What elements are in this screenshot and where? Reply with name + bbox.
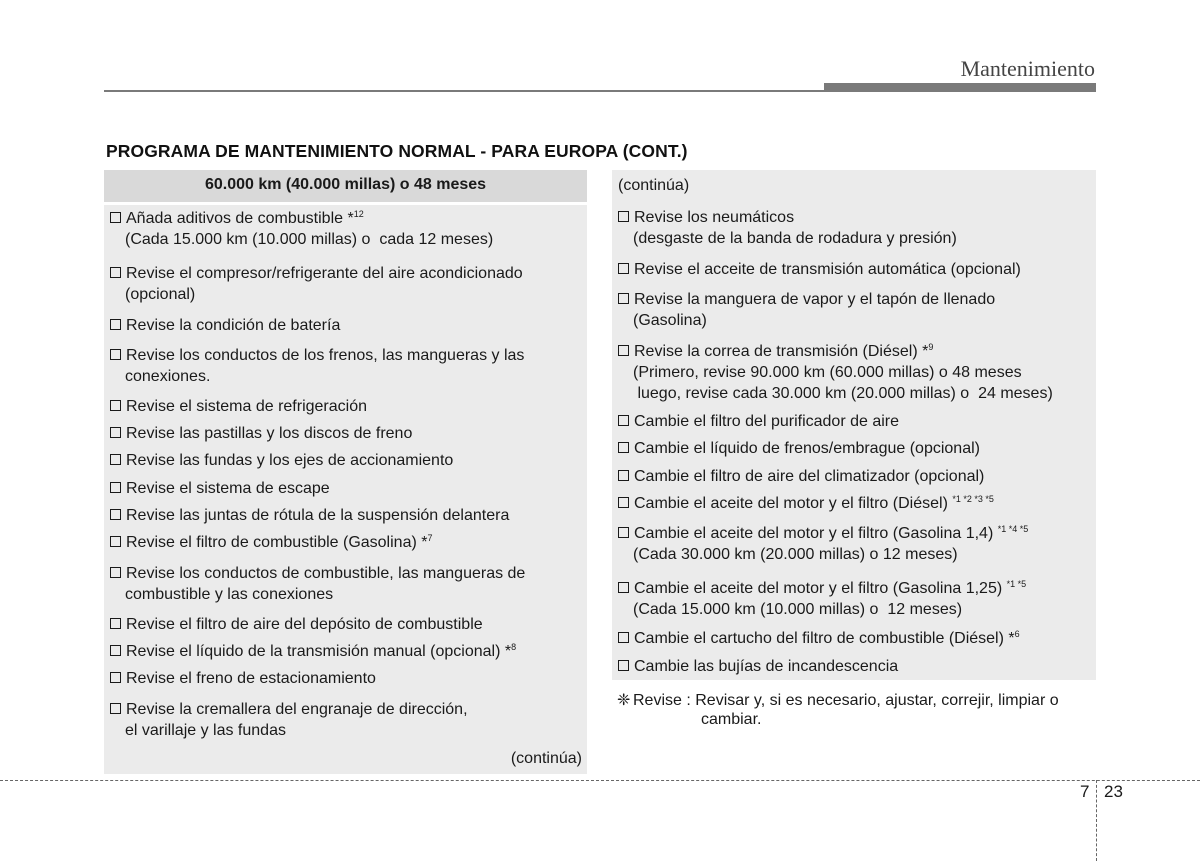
checkbox-icon xyxy=(110,482,121,493)
checkbox-icon xyxy=(618,263,629,274)
checkbox-icon xyxy=(110,645,121,656)
list-item: Cambie el filtro del purificador de aire xyxy=(618,411,1094,432)
checkbox-icon xyxy=(110,319,121,330)
asterisk-icon: ❈ xyxy=(617,692,631,709)
checkbox-icon xyxy=(618,632,629,643)
footer-dashed-divider xyxy=(1096,780,1097,861)
list-item: Cambie el aceite del motor y el filtro (Gasolina 1,25) $^{*1 *5}$ (Cada 15.000 km (10.000 millas) o 12 meses) xyxy=(618,578,1094,620)
list-item: Cambie el filtro de aire del climatizador (opcional) xyxy=(618,466,1094,487)
checkbox-icon xyxy=(110,427,121,438)
checkbox-icon xyxy=(110,509,121,520)
list-item: Cambie el cartucho del filtro de combustible (Diésel) *$^6$ xyxy=(618,628,1094,649)
list-item: Revise el sistema de refrigeración xyxy=(110,396,582,417)
list-item: Añada aditivos de combustible *$^{12}$ (Cada 15.000 km (10.000 millas) o cada 12 meses) xyxy=(110,208,582,250)
header-rule xyxy=(104,90,1096,92)
checkbox-icon xyxy=(618,211,629,222)
list-item: Revise los neumáticos (desgaste de la banda de rodadura y presión) xyxy=(618,207,1094,249)
list-item: Cambie las bujías de incandescencia xyxy=(618,656,1094,677)
checkbox-icon xyxy=(618,660,629,671)
list-item: Cambie el aceite del motor y el filtro (Gasolina 1,4) $^{*1 *4 *5}$ (Cada 30.000 km (20.000 millas) o 12 meses) xyxy=(618,523,1094,565)
list-item: Revise la condición de batería xyxy=(110,315,582,336)
continued-label: (continúa) xyxy=(618,177,690,194)
checkbox-icon xyxy=(618,527,629,538)
footnote-text-continued: cambiar. xyxy=(701,711,762,728)
list-item: Revise el líquido de la transmisión manual (opcional) *$^8$ xyxy=(110,641,582,662)
checkbox-icon xyxy=(110,349,121,360)
list-item: Revise los conductos de combustible, las mangueras de combustible y las conexiones xyxy=(110,563,582,605)
list-item: Revise el filtro de aire del depósito de combustible xyxy=(110,614,582,635)
checkbox-icon xyxy=(110,536,121,547)
checkbox-icon xyxy=(618,293,629,304)
checkbox-icon xyxy=(110,400,121,411)
right-column-panel xyxy=(612,170,1096,680)
continues-label: (continúa) xyxy=(510,750,582,767)
list-item: Cambie el líquido de frenos/embrague (opcional) xyxy=(618,438,1094,459)
footnote-text: Revise : Revisar y, si es necesario, ajustar, correjir, limpiar o xyxy=(633,692,1059,709)
checkbox-icon xyxy=(110,672,121,683)
list-item: Revise el compresor/refrigerante del aire acondicionado (opcional) xyxy=(110,263,582,305)
checkbox-icon xyxy=(110,454,121,465)
chapter-number: 7 xyxy=(1080,782,1090,801)
list-item: Cambie el aceite del motor y el filtro (Diésel) $^{*1 *2 *3 *5}$ xyxy=(618,493,1094,514)
list-item: Revise la cremallera del engranaje de dirección, el varillaje y las fundas xyxy=(110,699,582,741)
checkbox-icon xyxy=(618,470,629,481)
list-item: Revise la correa de transmisión (Diésel) *$^9$ (Primero, revise 90.000 km (60.000 millas) o 48 meses luego, revise cada 30.000 km (20.000 millas) o 24 meses) xyxy=(618,341,1094,404)
page-number: 23 xyxy=(1104,782,1123,801)
list-item: Revise los conductos de los frenos, las mangueras y las conexiones. xyxy=(110,345,582,387)
checkbox-icon xyxy=(618,345,629,356)
checkbox-icon xyxy=(618,415,629,426)
checkbox-icon xyxy=(618,442,629,453)
list-item: Revise las juntas de rótula de la suspensión delantera xyxy=(110,505,582,526)
checkbox-icon xyxy=(618,497,629,508)
page-header-title: Mantenimiento xyxy=(960,56,1095,81)
list-item: Revise el filtro de combustible (Gasolina) *$^7$ xyxy=(110,532,582,553)
checkbox-icon xyxy=(110,567,121,578)
left-column-panel xyxy=(104,170,587,774)
list-item: Revise el sistema de escape xyxy=(110,478,582,499)
section-title: PROGRAMA DE MANTENIMIENTO NORMAL - PARA EUROPA (CONT.) xyxy=(106,141,688,161)
list-item: Revise el freno de estacionamiento xyxy=(110,668,582,689)
footer-dashed-rule xyxy=(0,780,1200,781)
list-item: Revise las fundas y los ejes de accionamiento xyxy=(110,450,582,471)
checkbox-icon xyxy=(110,703,121,714)
checkbox-icon xyxy=(110,212,121,223)
left-column-heading: 60.000 km (40.000 millas) o 48 meses xyxy=(104,170,587,205)
checkbox-icon xyxy=(110,618,121,629)
list-item: Revise el acceite de transmisión automática (opcional) xyxy=(618,259,1094,280)
footnote xyxy=(617,691,1097,729)
checkbox-icon xyxy=(618,582,629,593)
checkbox-icon xyxy=(110,267,121,278)
list-item: Revise la manguera de vapor y el tapón de llenado (Gasolina) xyxy=(618,289,1094,331)
list-item: Revise las pastillas y los discos de freno xyxy=(110,423,582,444)
